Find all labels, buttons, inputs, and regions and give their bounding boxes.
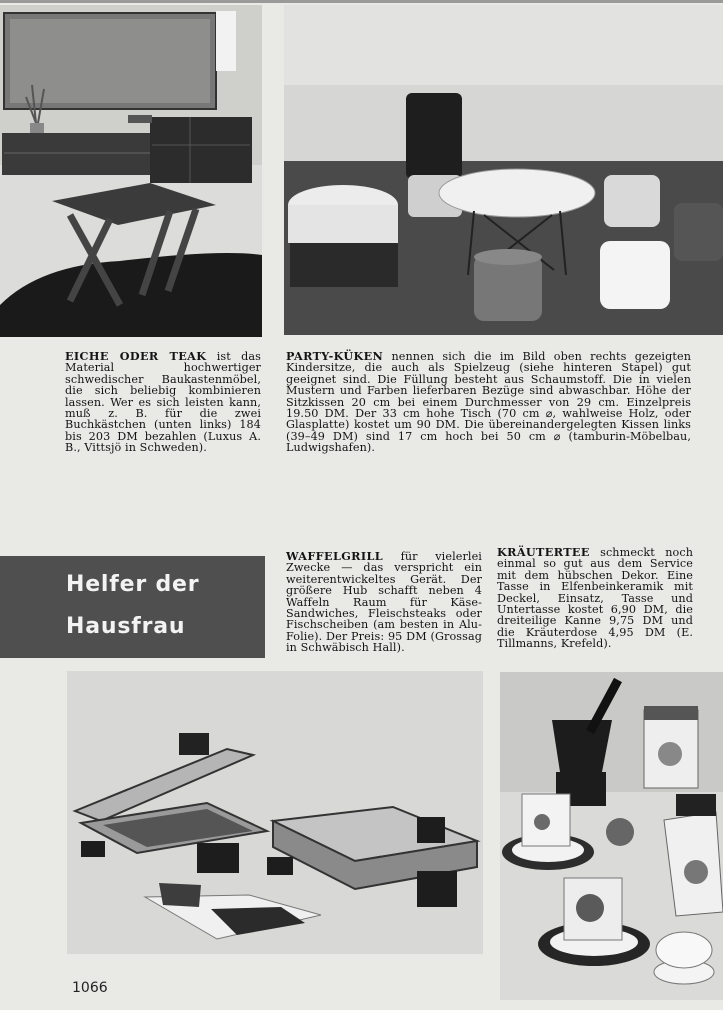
caption-kraeuter-lead: KRÄUTERTEE [497, 545, 590, 559]
photo-teak-furniture [0, 5, 262, 337]
page-top-edge [0, 0, 723, 3]
section-title-line1: Helfer der [66, 572, 200, 597]
photo-waffle-grills [67, 671, 483, 954]
caption-kraeuter-body: schmeckt noch einmal so gut aus dem Service mit dem hübschen Dekor. Eine Tasse in Elfenbeinkeramik mit Deckel, Einsatz, Tasse und Untertasse kostet 6,90 DM, die dreiteilige Kanne 9,75 DM und die Kräuterdose 4,95 DM (E. Tillmanns, Krefeld). [497, 546, 693, 651]
caption-eiche-body: ist das Material hochwertiger schwedischer Baukastenmöbel, die sich beliebig kombinieren lassen. Wer es sich leisten kann, muß z. B. für die zwei Buchkästchen (unten links) 184 bis 203 DM bezahlen (Luxus A. B., Vittsjö in Schweden). [65, 350, 261, 455]
caption-waffelgrill [286, 551, 482, 654]
caption-party-body: nennen sich die im Bild oben rechts gezeigten Kindersitze, die auch als Spielzeug (siehe hinteren Stapel) gut geeignet sind. Die Füllung besteht aus Schaumstoff. Die in vielen Mustern und Farben lieferbaren Bezüge sind abwaschbar. Höhe der Sitzkissen 20 cm bei einem Durchmesser von 29 cm. Einzelpreis 19.50 DM. Der 33 cm hohe Tisch (70 cm ⌀, wahlweise Holz, oder Glasplatte) kostet um 90 DM. Die übereinandergelegten Kissen links (39–49 DM) sind 17 cm hoch bei 50 cm ⌀ (tamburin-Möbelbau, Ludwigshafen). [286, 350, 691, 455]
photo-party-stools [284, 5, 723, 335]
caption-waffel-lead: WAFFELGRILL [286, 549, 384, 563]
photo-herbal-tea-set [500, 672, 723, 1000]
page-number: 1066 [72, 980, 108, 996]
section-title-line2: Hausfrau [66, 614, 186, 639]
caption-party-lead: PARTY-KÜKEN [286, 349, 384, 363]
caption-party-kueken [286, 351, 691, 454]
caption-kraeutertee [497, 547, 693, 650]
caption-eiche-lead: EICHE ODER TEAK [65, 349, 207, 363]
section-heading-block [0, 556, 265, 658]
caption-waffel-body: für vielerlei Zwecke — das verspricht ein weiterentwickeltes Gerät. Der größere Hub schafft neben 4 Waffeln Raum für Käse-Sandwiches, Fleischsteaks oder Fischscheiben (am besten in Alu-Folie). Der Preis: 95 DM (Grossag in Schwäbisch Hall). [286, 550, 482, 655]
caption-eiche-oder-teak [65, 351, 261, 454]
